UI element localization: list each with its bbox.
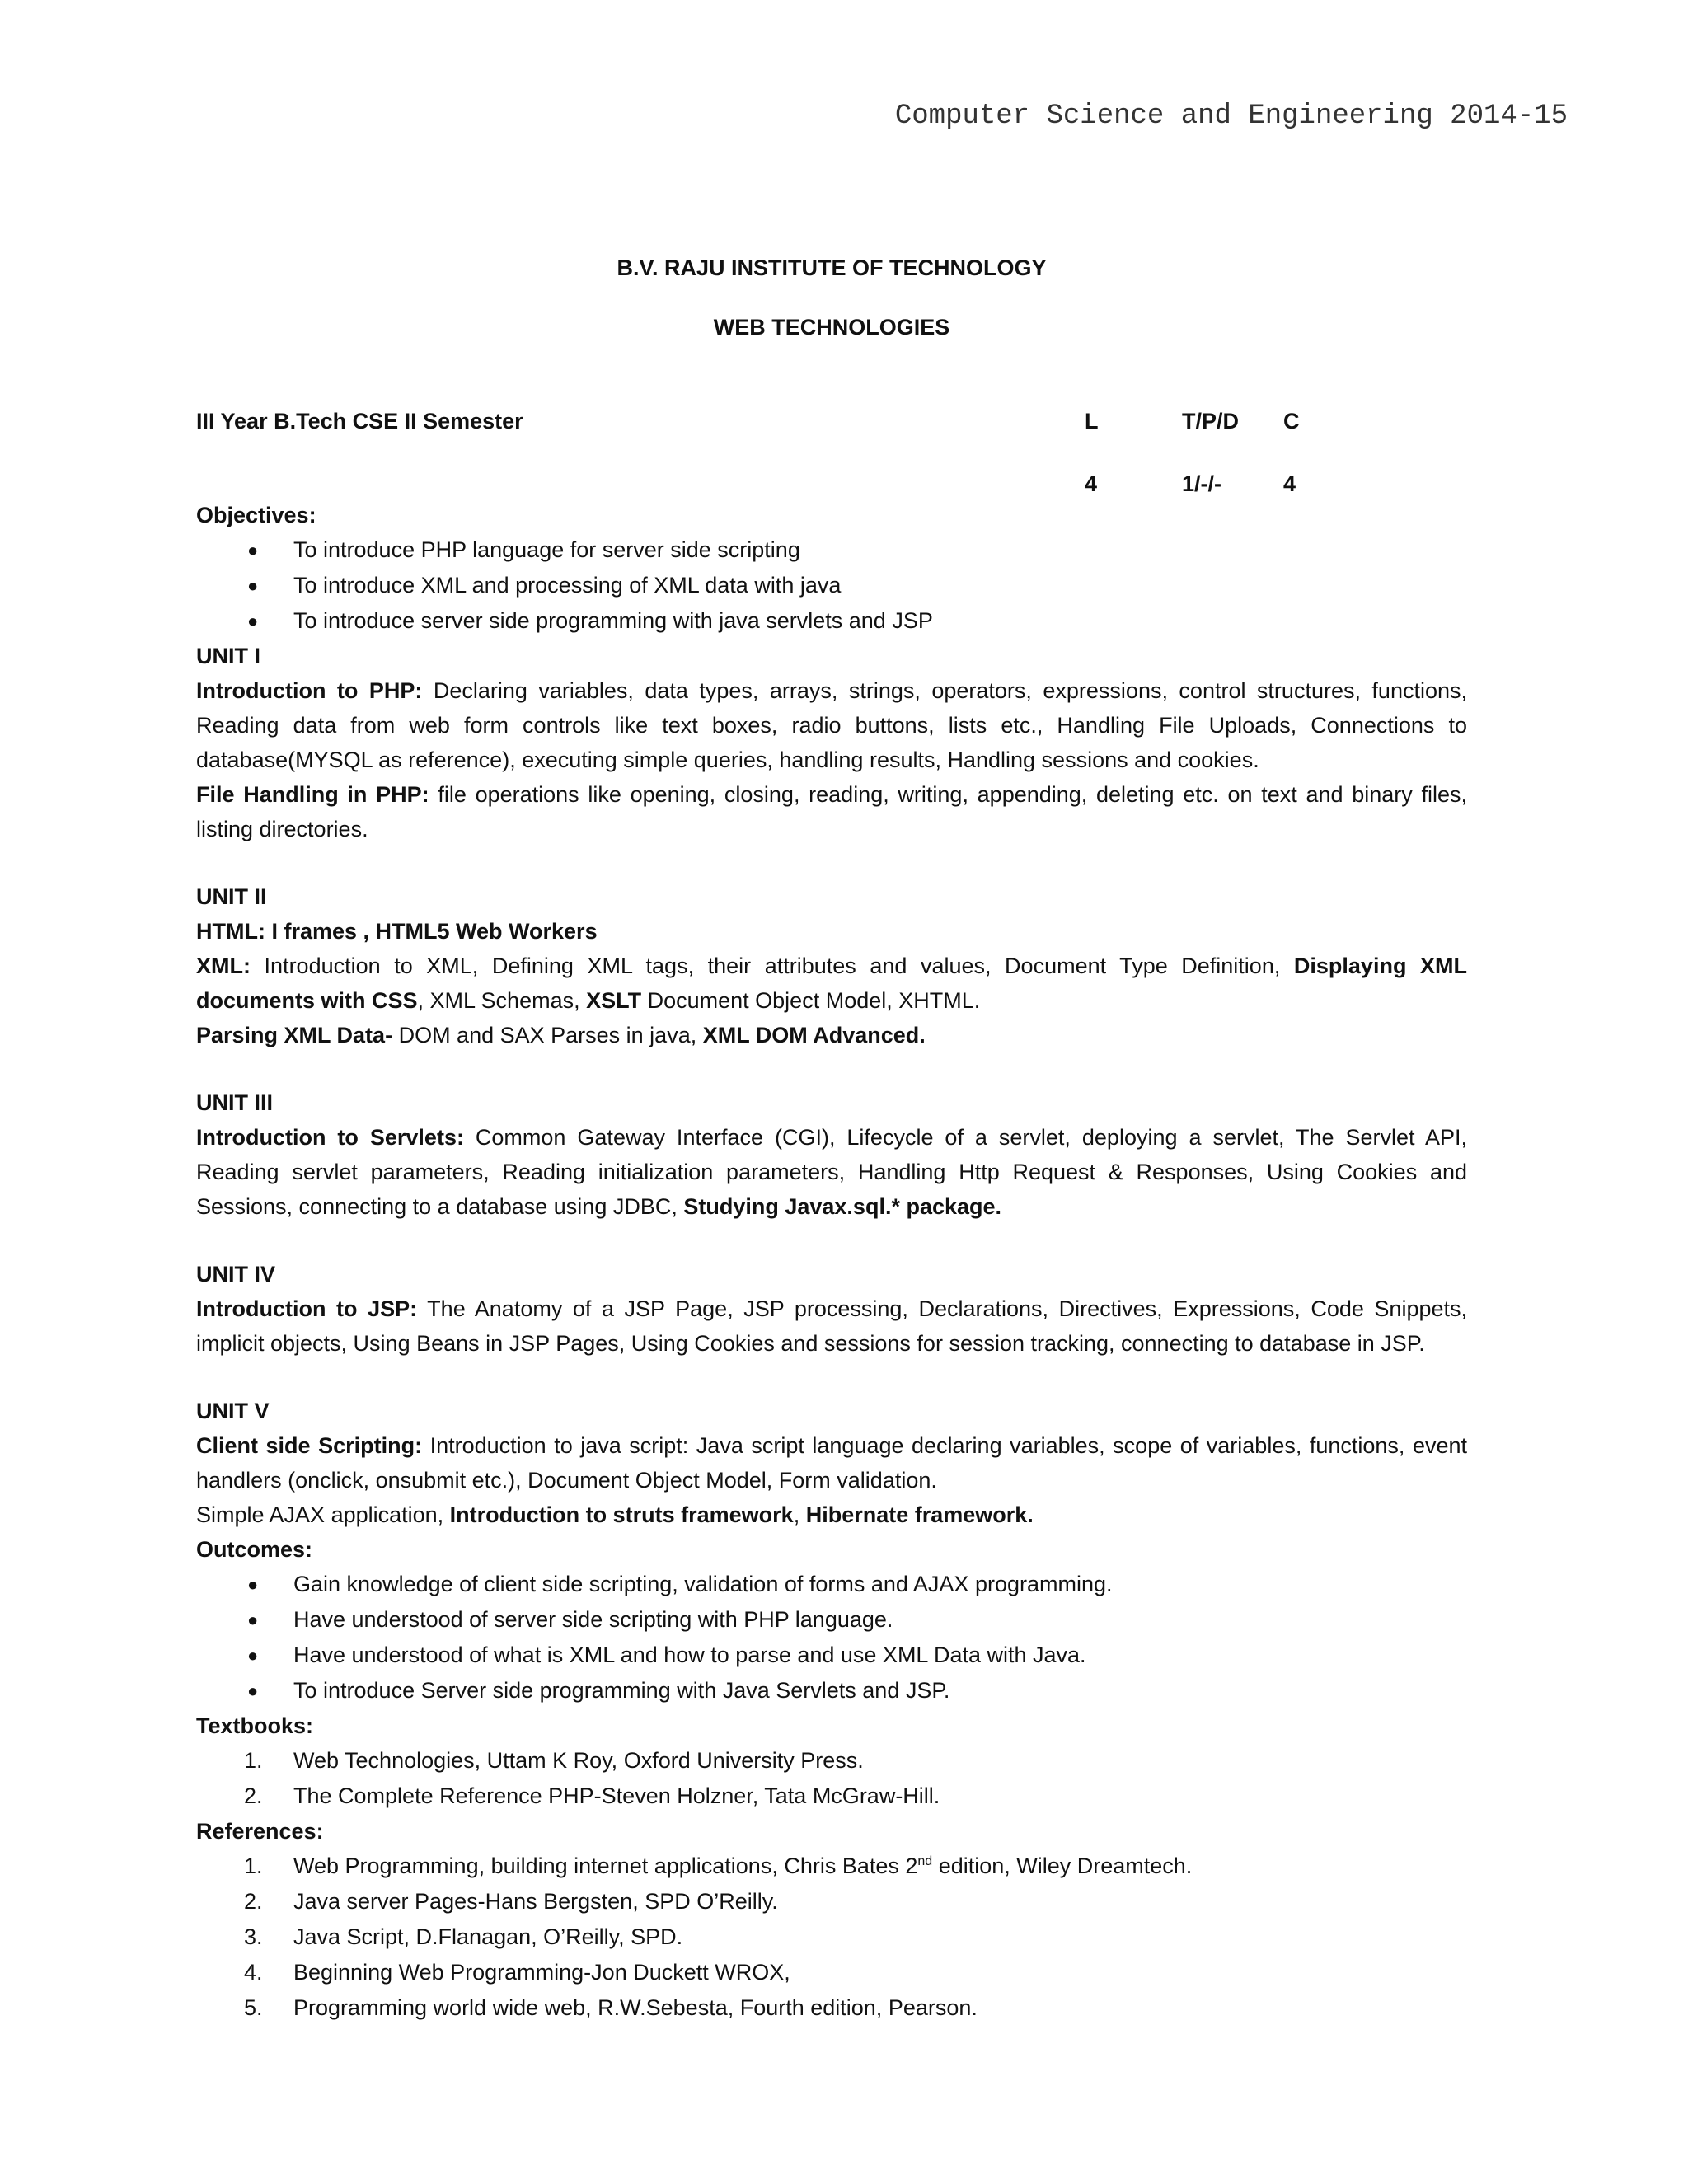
list-number: 2. [244, 1783, 263, 1808]
textbooks-list [196, 1743, 1467, 1814]
topic-highlight: XSLT [586, 988, 642, 1013]
topic-text: The Anatomy of a JSP Page, JSP processing, Declarations, Directives, Expressions, Code Snippets, implicit objects, Using Beans in JSP Pages, Using Cookies and sessions for session tracking, connecting to database in JSP. [196, 1296, 1467, 1356]
running-head: Computer Science and Engineering 2014-15 [894, 101, 1568, 132]
list-item [196, 603, 1467, 639]
list-item [196, 1779, 1467, 1814]
list-item [196, 1567, 1467, 1602]
semester-label: III Year B.Tech CSE II Semester [196, 409, 523, 434]
list-item [196, 1849, 1467, 1884]
topic-text: , XML Schemas, [417, 988, 587, 1013]
objectives-heading: Objectives: [196, 503, 316, 527]
list-item-text: Java Script, D.Flanagan, O’Reilly, SPD. [293, 1924, 683, 1949]
list-item [196, 1743, 1467, 1779]
list-item-text: The Complete Reference PHP-Steven Holzner, Tata McGraw-Hill. [293, 1783, 940, 1808]
topic-text: Common Gateway Interface (CGI), Lifecycle of a servlet, deploying a servlet, The Servlet API, Reading servlet parameters, Reading initialization parameters, Handling Http Request & Responses, Using Cookies and Sessions, connecting to a database using JDBC, [196, 1125, 1467, 1219]
institute-title: B.V. RAJU INSTITUTE OF TECHNOLOGY [617, 255, 1047, 280]
unit-4-jsp [196, 1291, 1467, 1361]
topic-text: Simple AJAX application, [196, 1502, 450, 1527]
outcomes-heading: Outcomes: [196, 1537, 313, 1562]
unit-3-heading: UNIT III [196, 1090, 273, 1115]
list-item-text: Have understood of what is XML and how to parse and use XML Data with Java. [293, 1643, 1086, 1667]
topic-text: Document Object Model, XHTML. [641, 988, 981, 1013]
list-item-text: To introduce Server side programming with Java Servlets and JSP. [293, 1678, 950, 1703]
col-tpd-header: T/P/D [1182, 409, 1240, 434]
outcomes-list [196, 1567, 1467, 1708]
unit-1-heading: UNIT I [196, 644, 260, 668]
col-l-header: L [1085, 409, 1099, 434]
list-item-text: Java server Pages-Hans Bergsten, SPD O’Reilly. [293, 1889, 778, 1914]
references-list [196, 1849, 1467, 2026]
topic-title: Parsing XML Data- [196, 1023, 393, 1047]
list-item [196, 568, 1467, 603]
bullet-icon: ● [247, 611, 259, 631]
bullet-icon: ● [247, 1610, 259, 1630]
list-number: 4. [244, 1960, 263, 1985]
superscript: nd [917, 1854, 933, 1868]
topic-text: file operations like opening, closing, reading, writing, appending, deleting etc. on text and binary files, listing directories. [196, 782, 1467, 841]
syllabus-page [196, 251, 1467, 2026]
topic-highlight: Studying Javax.sql.* package. [683, 1194, 1002, 1219]
topic-title: Introduction to Servlets: [196, 1125, 464, 1150]
col-tpd-value: 1/-/- [1182, 471, 1222, 496]
unit-5-client-scripting [196, 1428, 1467, 1497]
topic-title: XML: [196, 954, 251, 978]
list-item-text: Gain knowledge of client side scripting, validation of forms and AJAX programming. [293, 1572, 1113, 1596]
topic-text: DOM and SAX Parses in java, [392, 1023, 703, 1047]
list-item [196, 1602, 1467, 1638]
list-item [196, 1955, 1467, 1990]
unit-4-heading: UNIT IV [196, 1262, 276, 1286]
col-c-header: C [1283, 409, 1300, 434]
semester-credits-table [196, 404, 1467, 498]
list-number: 3. [244, 1924, 263, 1949]
bullet-icon: ● [247, 575, 259, 596]
unit-5-heading: UNIT V [196, 1399, 270, 1423]
topic-text: Introduction to java script: Java script language declaring variables, scope of variables, functions, event handlers (onclick, onsubmit etc.), Document Object Model, Form validation. [196, 1433, 1467, 1493]
topic-text: Introduction to XML, Defining XML tags, their attributes and values, Document Type Definition, [250, 954, 1294, 978]
list-item-text: Beginning Web Programming-Jon Duckett WROX, [293, 1960, 790, 1985]
unit-1-php-intro [196, 673, 1467, 777]
list-item-text: To introduce PHP language for server side scripting [293, 537, 800, 562]
references-heading: References: [196, 1819, 324, 1844]
list-item [196, 1990, 1467, 2026]
objectives-list [196, 532, 1467, 639]
unit-2-parsing [196, 1018, 1467, 1052]
unit-2-heading: UNIT II [196, 884, 267, 909]
list-item [196, 1673, 1467, 1708]
topic-highlight: Hibernate framework. [805, 1502, 1034, 1527]
list-item-text: To introduce XML and processing of XML data with java [293, 573, 842, 598]
col-c-value: 4 [1283, 471, 1296, 496]
bullet-icon: ● [247, 1574, 259, 1595]
list-number: 1. [244, 1748, 263, 1773]
list-item-text: edition, Wiley Dreamtech. [932, 1854, 1193, 1878]
list-item [196, 1638, 1467, 1673]
textbooks-heading: Textbooks: [196, 1713, 314, 1738]
list-number: 2. [244, 1889, 263, 1914]
bullet-icon: ● [247, 1645, 259, 1666]
topic-highlight: Displaying XML documents with CSS [196, 954, 1467, 1013]
list-number: 1. [244, 1854, 263, 1878]
unit-1-file-handling [196, 777, 1467, 846]
unit-3-servlets [196, 1120, 1467, 1224]
topic-highlight: Introduction to struts framework [449, 1502, 794, 1527]
unit-5-frameworks [196, 1497, 1467, 1532]
topic-highlight: XML DOM Advanced. [702, 1023, 926, 1047]
bullet-icon: ● [247, 1680, 259, 1701]
topic-text: Declaring variables, data types, arrays, strings, operators, expressions, control structures, functions, Reading data from web form controls like text boxes, radio buttons, lists etc., Handling File Uploads, Connections to database(MYSQL as reference), executing simple queries, handling results, Handling sessions and cookies. [196, 678, 1467, 772]
topic-title: File Handling in PHP: [196, 782, 429, 807]
list-item-text: Programming world wide web, R.W.Sebesta, Fourth edition, Pearson. [293, 1995, 978, 2020]
list-item [196, 1884, 1467, 1919]
unit-2-html-topic: HTML: I frames , HTML5 Web Workers [196, 919, 598, 944]
list-item [196, 532, 1467, 568]
topic-text: , [793, 1502, 806, 1527]
topic-title: Introduction to PHP: [196, 678, 423, 703]
bullet-icon: ● [247, 540, 259, 560]
course-title: WEB TECHNOLOGIES [713, 315, 950, 340]
col-l-value: 4 [1085, 471, 1098, 496]
topic-title: Introduction to JSP: [196, 1296, 418, 1321]
list-item-text: To introduce server side programming with java servlets and JSP [293, 608, 933, 633]
list-item-text: Have understood of server side scripting with PHP language. [293, 1607, 893, 1632]
list-number: 5. [244, 1995, 263, 2020]
list-item [196, 1919, 1467, 1955]
topic-title: Client side Scripting: [196, 1433, 423, 1458]
unit-2-xml [196, 949, 1467, 1018]
list-item-text: Web Programming, building internet applications, Chris Bates 2 [293, 1854, 918, 1878]
list-item-text: Web Technologies, Uttam K Roy, Oxford University Press. [293, 1748, 864, 1773]
